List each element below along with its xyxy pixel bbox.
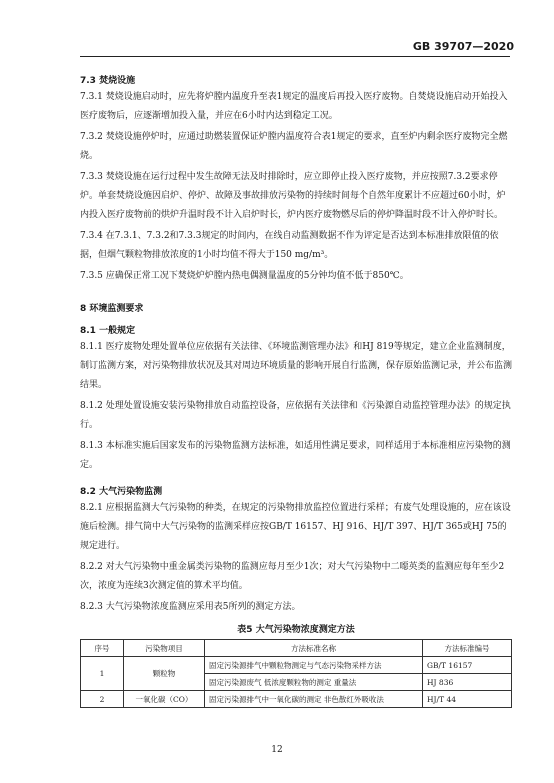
clause-paragraph: 8.2.3 大气污染物浓度监测应采用表5所列的测定方法。	[80, 602, 301, 612]
row-pollutant: 一氧化碳（CO）	[124, 691, 205, 708]
header-code: 方法标准编号	[423, 640, 512, 657]
clause-paragraph: 8.2.1 应根据监测大气污染物的种类，在规定的污染物排放监控位置进行采样；有废气处理设施的，应在该设施后检测。排气筒中大气污染物的监测采样应按GB/T 16157、HJ 916、HJ/T 397、HJ/T 365或HJ 75的规定进行。	[80, 503, 511, 551]
methods-table	[80, 639, 512, 708]
section-heading: 7.3 焚烧设施	[80, 76, 136, 86]
header-pollutant: 污染物项目	[124, 640, 205, 657]
document-body	[80, 64, 512, 708]
row-method: 固定污染源排气中颗粒物测定与气态污染物采样方法	[205, 657, 423, 674]
row-no: 1	[81, 657, 124, 691]
row-code: HJ 836	[423, 674, 512, 691]
header-no: 序号	[81, 640, 124, 657]
section-list	[80, 73, 512, 617]
row-pollutant: 颗粒物	[124, 657, 205, 691]
section-heading: 8.1 一般规定	[80, 326, 136, 336]
clause-paragraph: 7.3.4 在7.3.1、7.3.2和7.3.3规定的时间内，在线自动监测数据不作为评定是否达到本标准排放限值的依据，但烟气颗粒物排放浓度的1小时均值不得大于150 mg/m³。	[80, 231, 499, 260]
row-code: HJ/T 44	[423, 691, 512, 708]
standard-number: GB 39707—2020	[412, 40, 514, 53]
row-no: 2	[81, 691, 124, 708]
clause-paragraph: 7.3.5 应确保正常工况下焚烧炉炉膛内热电偶测量温度的5分钟均值不低于850℃。	[80, 271, 409, 281]
table-row	[81, 691, 512, 708]
page-number: 12	[271, 745, 283, 755]
section-gap	[80, 286, 512, 292]
section-heading: 8.2 大气污染物监测	[80, 487, 163, 497]
clause-paragraph: 7.3.2 焚烧设施停炉时，应通过助燃装置保证炉膛内温度符合表1规定的要求，直至炉内剩余医疗废物完全燃烧。	[80, 132, 508, 161]
header-method: 方法标准名称	[205, 640, 423, 657]
clause-paragraph: 7.3.1 焚烧设施启动时，应先将炉膛内温度升至表1规定的温度后再投入医疗废物。自焚烧设施启动开始投入医疗废物后，应逐渐增加投入量，并应在6小时内达到稳定工况。	[80, 92, 508, 121]
table-header-row	[81, 640, 512, 657]
row-code: GB/T 16157	[423, 657, 512, 674]
clause-paragraph: 8.2.2 对大气污染物中重金属类污染物的监测应每月至少1次；对大气污染物中二噁英类的监测应每年至少2次，浓度为连续3次测定值的算术平均值。	[80, 562, 505, 591]
row-method: 固定污染源废气 低浓度颗粒物的测定 重量法	[205, 674, 423, 691]
clause-paragraph: 8.1.3 本标准实施后国家发布的污染物监测方法标准，如适用性满足要求，同样适用于本标准相应污染物的测定。	[80, 441, 511, 470]
clause-paragraph: 8.1.2 处理处置设施安装污染物排放自动监控设备，应依据有关法律和《污染源自动监控管理办法》的规定执行。	[80, 401, 511, 430]
clause-paragraph: 7.3.3 焚烧设施在运行过程中发生故障无法及时排除时，应立即停止投入医疗废物，并应按照7.3.2要求停炉。单套焚烧设施因启炉、停炉、故障及事故排放污染物的持续时间每个自然年度累计不应超过60小时，炉内投入医疗废物前的烘炉升温时段不计入启炉时长，炉内医疗废物燃尽后的停炉降温时段不计入停炉时长。	[80, 172, 506, 220]
table-caption: 表5 大气污染物浓度测定方法	[237, 625, 355, 635]
header-rule	[80, 56, 510, 57]
table-row	[81, 657, 512, 674]
clause-paragraph: 8.1.1 医疗废物处理处置单位应依据有关法律、《环境监测管理办法》和HJ 819等规定，建立企业监测制度，制订监测方案，对污染物排放状况及其对周边环境质量的影响开展自行监测，保存原始监测记录，并公布监测结果。	[80, 342, 513, 390]
section-heading: 8 环境监测要求	[80, 304, 144, 314]
row-method: 固定污染源排气中一氧化碳的测定 非色散红外吸收法	[205, 691, 423, 708]
